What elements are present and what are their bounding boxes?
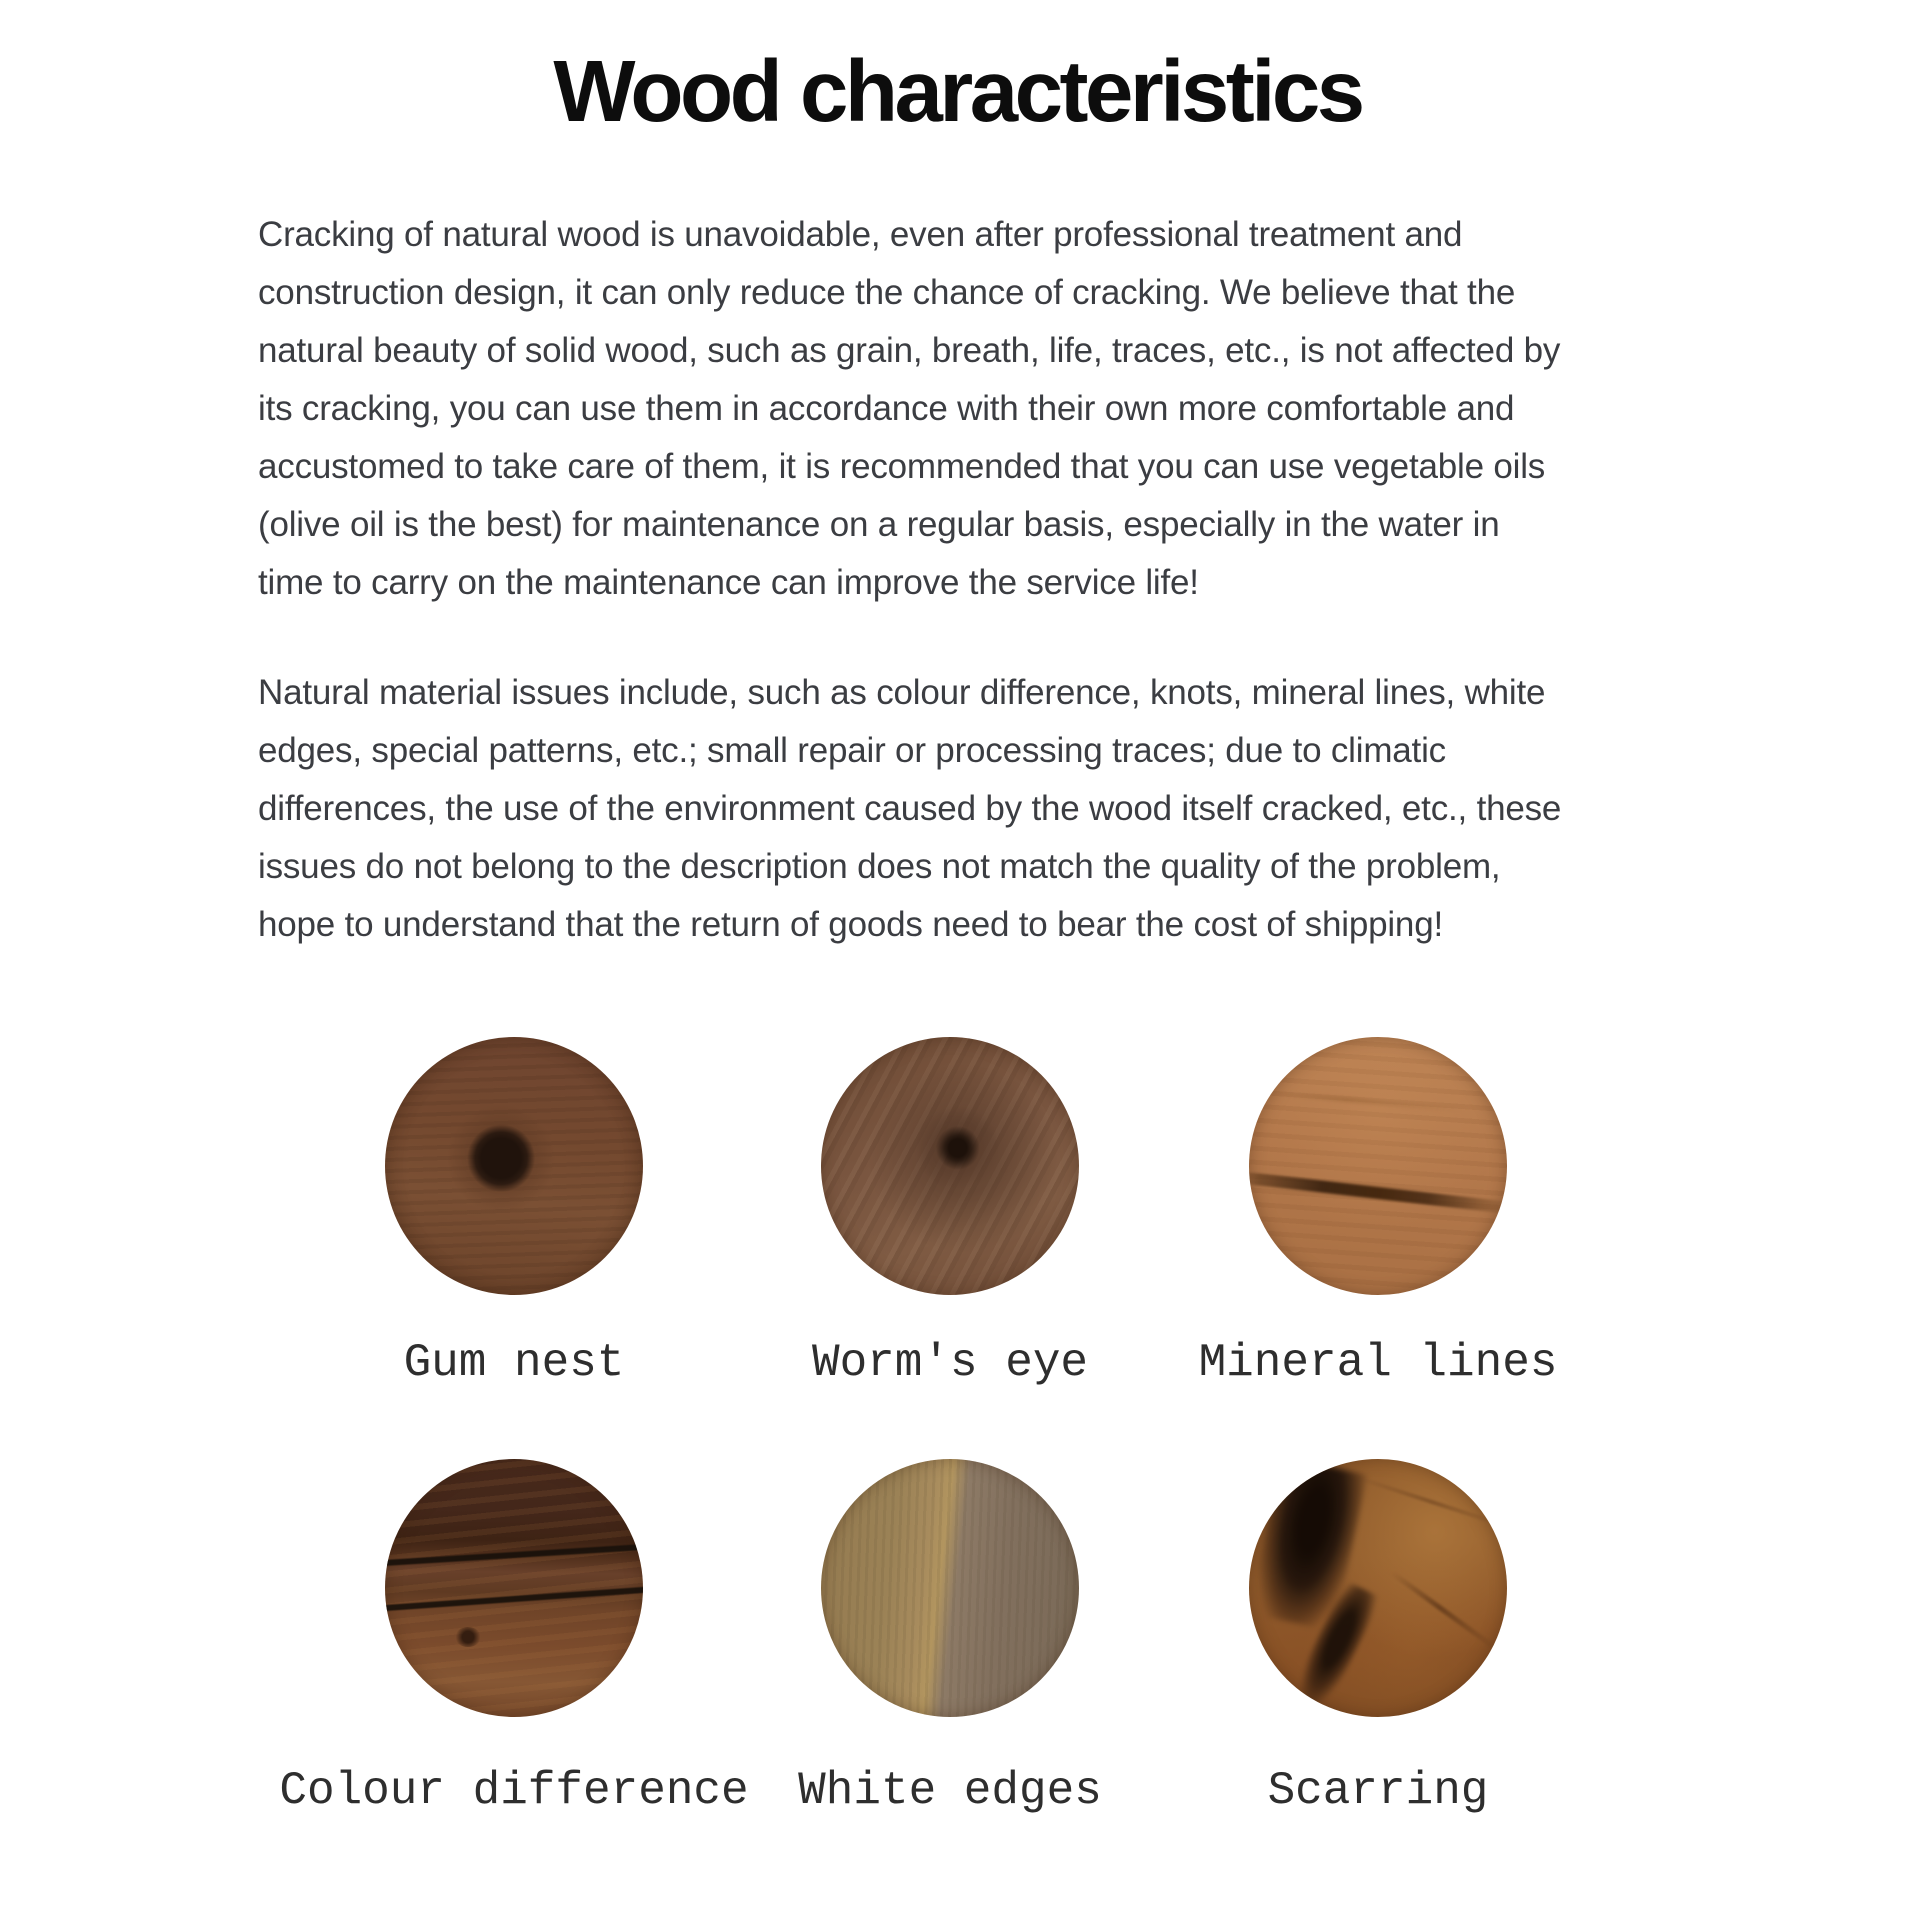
white-edges-image	[821, 1459, 1079, 1717]
wood-sample-scarring	[1158, 1459, 1598, 1817]
colour-difference-label: Colour difference	[279, 1765, 749, 1817]
scar-streak-mark	[1389, 1570, 1500, 1653]
worms-eye-image	[821, 1037, 1079, 1295]
paragraph-line: Natural material issues include, such as colour difference, knots, mineral lines, white	[258, 673, 1546, 712]
gum-nest-label: Gum nest	[403, 1337, 625, 1389]
plank-crack-line	[385, 1586, 643, 1612]
page-title: Wood characteristics	[553, 43, 1362, 140]
wood-sample-white-edges	[730, 1459, 1170, 1817]
wood-sample-colour-difference	[279, 1459, 749, 1817]
wood-sample-gum-nest	[294, 1037, 734, 1389]
mineral-lines-image	[1249, 1037, 1507, 1295]
mineral-lines-label: Mineral lines	[1198, 1337, 1558, 1389]
paragraph-line: accustomed to take care of them, it is recommended that you can use vegetable oils	[258, 447, 1546, 486]
description-text	[258, 206, 1718, 954]
wood-sample-worms-eye	[730, 1037, 1170, 1389]
scar-grain-line	[1355, 1476, 1507, 1529]
paragraph-line: hope to understand that the return of goods need to bear the cost of shipping!	[258, 905, 1443, 944]
scarring-image	[1249, 1459, 1507, 1717]
paragraph-line: its cracking, you can use them in accordance with their own more comfortable and	[258, 389, 1515, 428]
colour-difference-image	[385, 1459, 643, 1717]
paragraph-line: differences, the use of the environment caused by the wood itself cracked, etc., these	[258, 789, 1562, 828]
gum-nest-image	[385, 1037, 643, 1295]
mineral-crease-mark	[1265, 1090, 1471, 1113]
paragraph-line: time to carry on the maintenance can improve the service life!	[258, 563, 1199, 602]
natural-issues-paragraph	[258, 664, 1718, 954]
paragraph-line: edges, special patterns, etc.; small repair or processing traces; due to climatic	[258, 731, 1446, 770]
cracking-care-paragraph	[258, 206, 1718, 612]
wood-sample-mineral-lines	[1158, 1037, 1598, 1389]
plank-crack-line	[385, 1543, 643, 1566]
wood-knot-mark	[455, 1627, 481, 1647]
worms-eye-label: Worm's eye	[811, 1337, 1089, 1389]
scarring-label: Scarring	[1267, 1765, 1489, 1817]
paragraph-line: Cracking of natural wood is unavoidable, even after professional treatment and	[258, 215, 1463, 254]
paragraph-line: issues do not belong to the description does not match the quality of the problem,	[258, 847, 1501, 886]
mineral-line-mark	[1249, 1171, 1507, 1214]
paragraph-line: construction design, it can only reduce the chance of cracking. We believe that the	[258, 273, 1516, 312]
paragraph-line: (olive oil is the best) for maintenance on a regular basis, especially in the water in	[258, 505, 1500, 544]
paragraph-line: natural beauty of solid wood, such as grain, breath, life, traces, etc., is not affected by	[258, 331, 1561, 370]
white-edges-label: White edges	[798, 1765, 1102, 1817]
